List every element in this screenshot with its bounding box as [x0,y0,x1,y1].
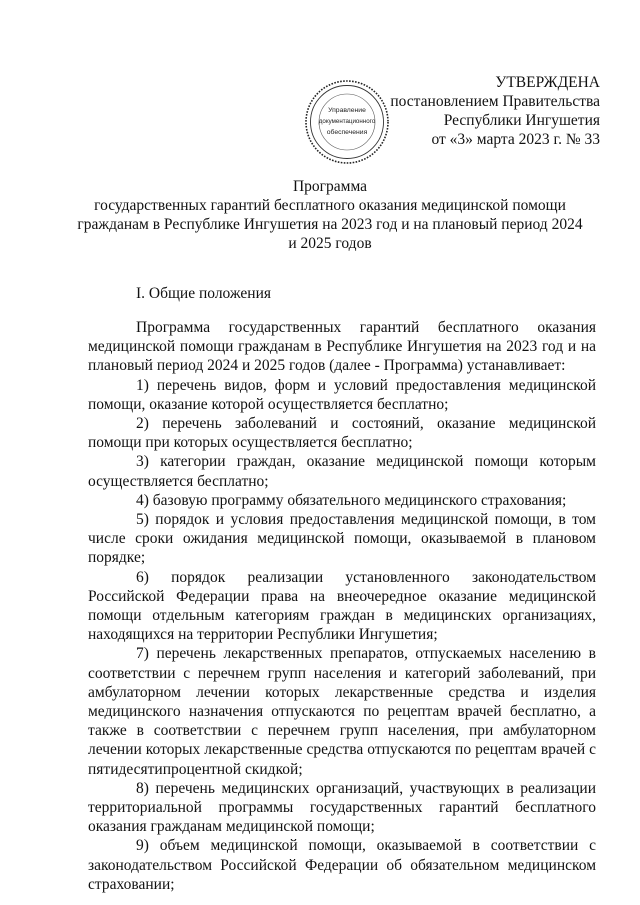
title-line: Программа [292,178,368,195]
paragraph: 6) порядок реализации установленного законодательством Российской Федерации права на внеочередное оказание медицинской помощи отдельным категориям граждан в медицинских организациях, находящихся на территории Республики Ингушетия; [88,568,596,644]
paragraph: 2) перечень заболеваний и состояний, оказание медицинской помощи при которых осуществляется бесплатно; [88,415,596,452]
svg-text:Управление: Управление [328,107,366,114]
title-line: государственных гарантий бесплатного оказания медицинской помощи [94,197,566,214]
svg-text:документационного: документационного [318,118,376,125]
document-title [60,177,600,253]
approval-date: от «3» марта 2023 г. № 33 [431,131,600,148]
svg-text:обеспечения: обеспечения [326,129,368,136]
approval-republic: Республики Ингушетия [443,112,600,129]
paragraph: 7) перечень лекарственных препаратов, отпускаемых населению в соответствии с перечнем групп населения и категорий заболеваний, при амбулаторном лечении которых лекарственные средства и изделия медицинского назначения отпускаются по рецептам врачей бесплатно, а также в соответствии с перечнем групп населения, при амбулаторном лечении которых лекарственные средства отпускаются по рецептам врачей с пятидесятипроцентной скидкой; [88,645,596,778]
approval-block [390,73,600,149]
paragraph: 5) порядок и условия предоставления медицинской помощи, в том числе сроки ожидания медицинской помощи, оказываемой в плановом порядке; [88,511,596,567]
official-stamp [303,78,391,166]
paragraph: 9) объем медицинской помощи, оказываемой в соответствии с законодательством Российской Федерации об обязательном медицинском страховании; [88,837,596,893]
title-line: гражданам в Республике Ингушетия на 2023 год и на плановый период 2024 [77,216,583,233]
paragraph: 8) перечень медицинских организаций, участвующих в реализации территориальной программы государственных гарантий бесплатного оказания гражданам медицинской помощи; [88,779,596,836]
approval-resolution: постановлением Правительства [390,93,600,110]
title-line: и 2025 годов [288,235,372,252]
paragraph: 4) базовую программу обязательного медицинского страхования; [136,491,567,509]
paragraph: Программа государственных гарантий бесплатного оказания медицинской помощи гражданам в Республике Ингушетия на 2023 год и на плановый период 2024 и 2025 годов (далее - Программа) устанавливает: [88,319,596,375]
section-heading: I. Общие положения [136,285,272,302]
paragraph: 1) перечень видов, форм и условий предоставления медицинской помощи, оказание которой осуществляется бесплатно; [88,376,596,413]
document-body [88,318,596,894]
approval-heading: УТВЕРЖДЕНА [495,74,600,91]
paragraph: 3) категории граждан, оказание медицинской помощи которым осуществляется бесплатно; [88,453,596,490]
